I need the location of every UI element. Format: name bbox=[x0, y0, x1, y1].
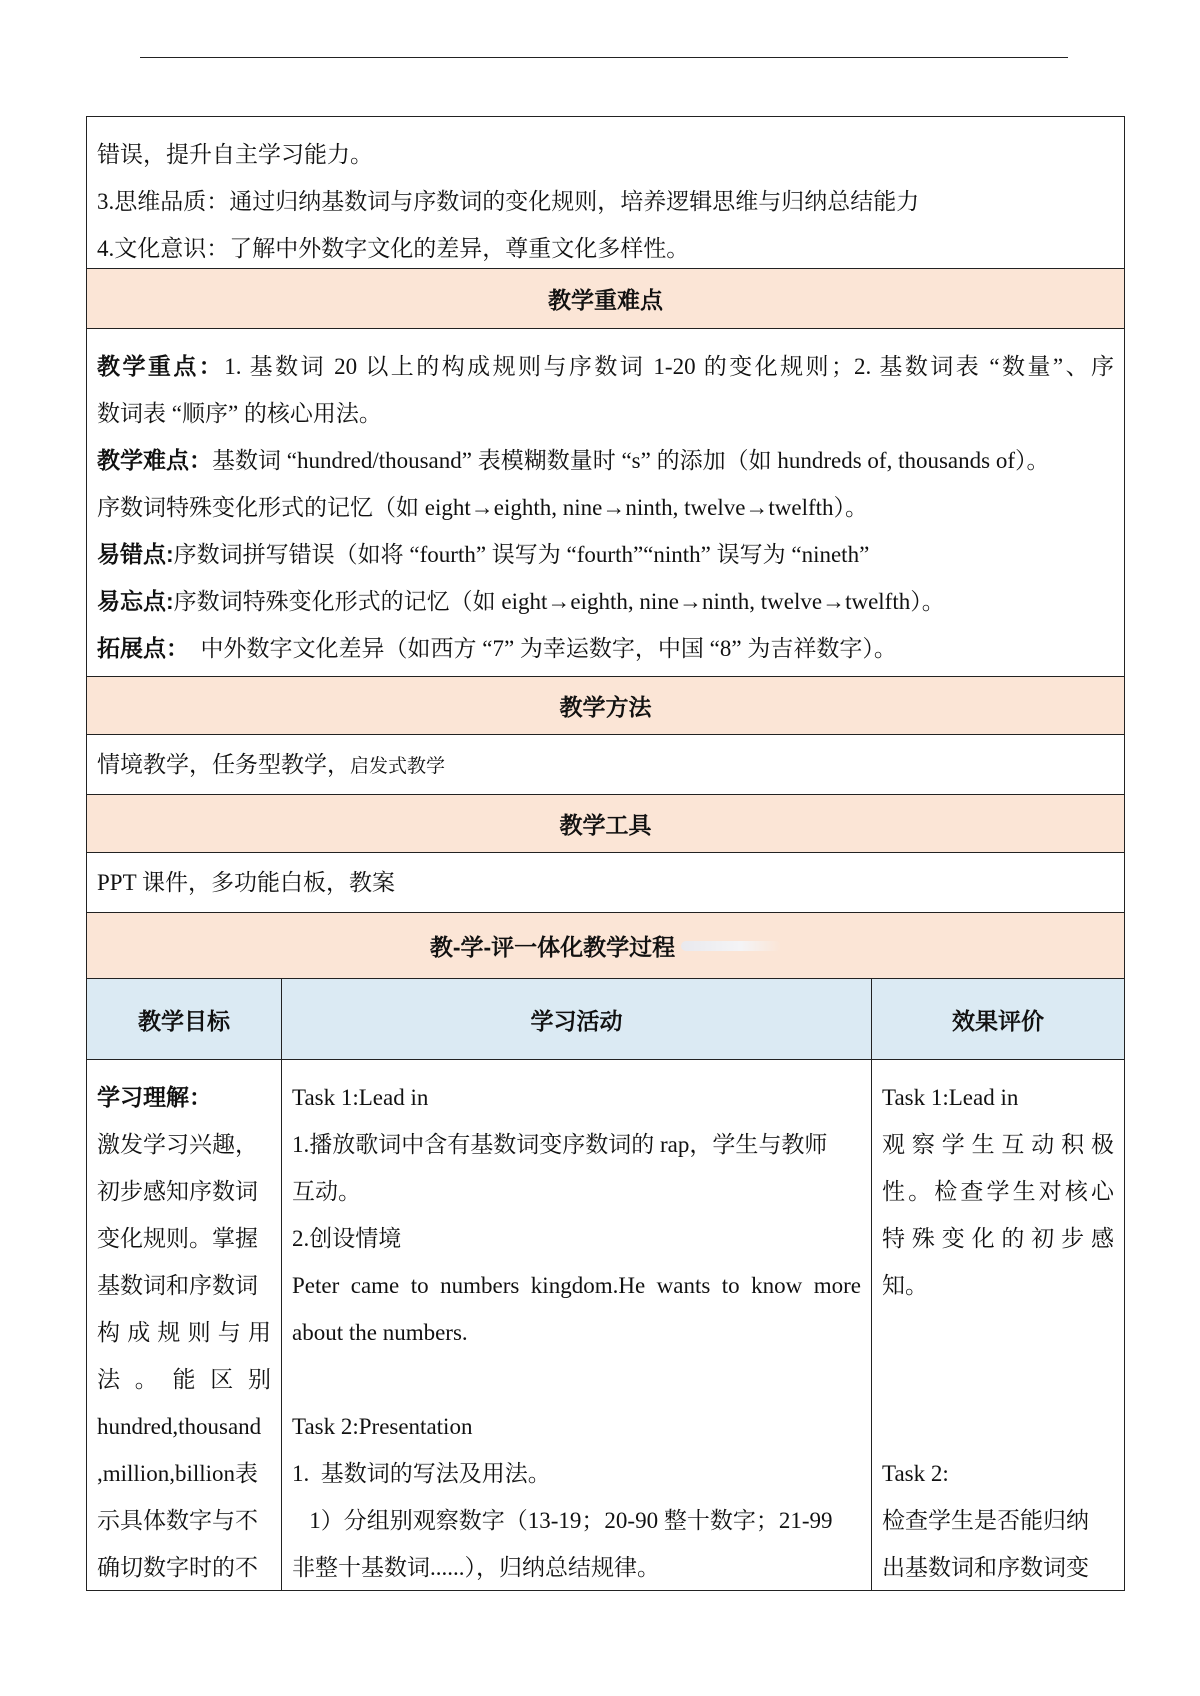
activity-line: Task 2:Presentation bbox=[292, 1414, 473, 1439]
spacer bbox=[292, 1356, 861, 1403]
section-title: 教学方法 bbox=[559, 694, 652, 720]
forget-line bbox=[97, 578, 1114, 625]
goal-line: hundred,thousand bbox=[97, 1414, 262, 1439]
evaluation-line: Task 2: bbox=[882, 1461, 949, 1486]
goal-label: 学习理解： bbox=[97, 1084, 212, 1110]
forget-text: 序数词特殊变化形式的记忆（如 eight→eighth, nine→ninth, twelve→twelfth）。 bbox=[173, 589, 945, 614]
column-header: 效果评价 bbox=[872, 979, 1124, 1060]
spacer bbox=[882, 1309, 1114, 1356]
activity-line: 1. 基数词的写法及用法。 bbox=[292, 1461, 551, 1486]
goal-column bbox=[87, 979, 282, 1590]
evaluation-line: Task 1:Lead in bbox=[882, 1085, 1019, 1110]
methods-line bbox=[97, 741, 1114, 788]
activity-cell bbox=[282, 1060, 871, 1590]
key-points-header bbox=[87, 269, 1124, 329]
key-points-body bbox=[87, 329, 1124, 677]
goal-line: 确切数字时的不 bbox=[97, 1555, 258, 1580]
evaluation-line: 检查学生是否能归纳 bbox=[882, 1508, 1089, 1533]
error-label: 易错点: bbox=[97, 541, 174, 567]
activity-line: 1.播放歌词中含有基数词变序数词的 rap，学生与教师 bbox=[292, 1132, 828, 1157]
evaluation-line: 性。检查学生对核心 bbox=[882, 1179, 1114, 1204]
process-header bbox=[87, 913, 1124, 979]
objective-line: 错误，提升自主学习能力。 bbox=[97, 142, 373, 167]
difficulty-label: 教学难点： bbox=[97, 447, 212, 473]
methods-text: 情境教学，任务型教学， bbox=[97, 752, 350, 777]
goal-cell bbox=[87, 1060, 281, 1590]
extend-label: 拓展点： bbox=[97, 635, 189, 661]
goal-line: ,million,billion表 bbox=[97, 1461, 259, 1486]
process-table bbox=[87, 979, 1124, 1591]
objectives-continuation bbox=[87, 116, 1124, 269]
error-line bbox=[97, 531, 1114, 578]
methods-header bbox=[87, 677, 1124, 735]
activity-line: Peter came to numbers kingdom.He wants to know more bbox=[292, 1273, 861, 1298]
goal-line: 基数词和序数词 bbox=[97, 1273, 258, 1298]
difficulty-line: 序数词特殊变化形式的记忆（如 eight→eighth, nine→ninth, twelve→twelfth）。 bbox=[97, 495, 869, 520]
header-rule bbox=[140, 57, 1068, 58]
goal-line: 示具体数字与不 bbox=[97, 1508, 258, 1533]
focus-line: 数词表 “顺序” 的核心用法。 bbox=[97, 401, 382, 426]
focus-text: 1. 基数词 20 以上的构成规则与序数词 1-20 的变化规则；2. 基数词表 “数量”、序 bbox=[224, 354, 1114, 379]
activity-line: 非整十基数词......），归纳总结规律。 bbox=[292, 1555, 660, 1580]
section-title: 教学工具 bbox=[559, 812, 652, 838]
methods-body bbox=[87, 735, 1124, 795]
tools-header bbox=[87, 795, 1124, 853]
methods-text-small: 启发式教学 bbox=[350, 756, 446, 777]
activity-line: about the numbers. bbox=[292, 1320, 468, 1345]
goal-line: 构成规则与用 bbox=[97, 1320, 271, 1345]
goal-line: 激发学习兴趣， bbox=[97, 1132, 258, 1157]
objective-line: 4.文化意识：了解中外数字文化的差异，尊重文化多样性。 bbox=[97, 236, 690, 261]
objective-line: 3.思维品质：通过归纳基数词与序数词的变化规则，培养逻辑思维与归纳总结能力 bbox=[97, 189, 920, 214]
goal-line: 变化规则。掌握 bbox=[97, 1226, 258, 1251]
focus-line bbox=[97, 343, 1114, 390]
evaluation-line: 特殊变化的初步感 bbox=[882, 1226, 1114, 1251]
column-header: 学习活动 bbox=[282, 979, 871, 1060]
lesson-plan-table bbox=[86, 116, 1125, 1591]
tools-text: PPT 课件，多功能白板，教案 bbox=[97, 870, 395, 895]
difficulty-text: 基数词 “hundred/thousand” 表模糊数量时 “s” 的添加（如 hundreds of, thousands of）。 bbox=[212, 448, 1050, 473]
activity-line: Task 1:Lead in bbox=[292, 1085, 429, 1110]
activity-line: 2.创设情境 bbox=[292, 1226, 402, 1251]
activity-line: 1）分组别观察数字（13-19；20-90 整十数字；21-99 bbox=[292, 1508, 833, 1533]
difficulty-line bbox=[97, 437, 1114, 484]
column-header: 教学目标 bbox=[87, 979, 281, 1060]
goal-line: 法。能区别 bbox=[97, 1367, 271, 1392]
scan-smudge bbox=[681, 941, 781, 951]
spacer bbox=[882, 1403, 1114, 1450]
goal-line: 初步感知序数词 bbox=[97, 1179, 258, 1204]
evaluation-line: 出基数词和序数词变 bbox=[882, 1555, 1089, 1580]
section-title: 教-学-评一体化教学过程 bbox=[429, 934, 676, 960]
error-text: 序数词拼写错误（如将 “fourth” 误写为 “fourth”“ninth” 误写为 “nineth” bbox=[173, 542, 870, 567]
focus-label: 教学重点： bbox=[97, 353, 225, 379]
forget-label: 易忘点: bbox=[97, 588, 174, 614]
evaluation-column bbox=[872, 979, 1124, 1590]
extend-line bbox=[97, 625, 1114, 672]
evaluation-cell bbox=[872, 1060, 1124, 1590]
evaluation-line: 观察学生互动积极 bbox=[882, 1132, 1114, 1157]
activity-column bbox=[282, 979, 872, 1590]
spacer bbox=[882, 1356, 1114, 1403]
section-title: 教学重难点 bbox=[548, 287, 663, 313]
extend-text: 中外数字文化差异（如西方 “7” 为幸运数字，中国 “8” 为吉祥数字）。 bbox=[200, 636, 897, 661]
tools-body bbox=[87, 853, 1124, 913]
activity-line: 互动。 bbox=[292, 1179, 361, 1204]
evaluation-line: 知。 bbox=[882, 1273, 928, 1298]
